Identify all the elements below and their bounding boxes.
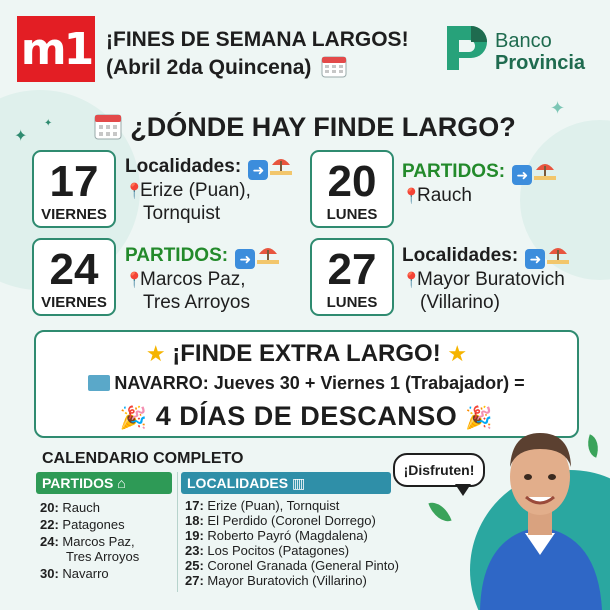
sparkle-icon: ✦: [550, 98, 566, 118]
date-number: 20: [327, 157, 377, 206]
extra-title: ★ ¡FINDE EXTRA LARGO! ★: [145, 340, 468, 367]
header-title: [106, 26, 436, 82]
person-illustration: [470, 415, 610, 610]
info-heading: PARTIDOS:: [125, 245, 229, 266]
date-box-24: [32, 238, 116, 316]
date-info-27: [402, 244, 569, 314]
arrow-right-icon: ➜: [235, 249, 255, 269]
date-number: 17: [49, 157, 99, 206]
list-item: 20: Rauch: [40, 500, 100, 515]
party-popper-icon: 🎉: [119, 405, 148, 430]
list-item: 18: El Perdido (Coronel Dorrego): [185, 513, 376, 528]
info-line: Tres Arroyos: [143, 292, 250, 313]
partidos-list: [40, 500, 139, 581]
date-info-24: [125, 244, 279, 314]
extra-place: NAVARRO:: [114, 373, 209, 393]
house-icon: ⌂: [117, 475, 126, 491]
sparkle-icon: ✦: [44, 118, 53, 129]
info-heading: Localidades:: [125, 156, 242, 177]
extra-detail: [36, 371, 577, 395]
banco-provincia-name: [495, 30, 585, 74]
date-weekday: LUNES: [326, 206, 378, 223]
info-line: Rauch: [417, 185, 472, 206]
beach-umbrella-icon: [257, 244, 279, 264]
bank-name-line1: Banco: [495, 30, 552, 52]
date-box-27: [310, 238, 394, 316]
info-line: (Villarino): [420, 292, 500, 313]
speech-bubble: ¡Disfruten!: [393, 453, 485, 487]
pin-icon: 📍: [125, 272, 144, 289]
list-item: 19: Roberto Payró (Magdalena): [185, 528, 368, 543]
date-number: 27: [327, 245, 377, 294]
list-item: 17: Erize (Puan), Tornquist: [185, 498, 340, 513]
pin-icon: 📍: [125, 183, 144, 200]
localidades-list: [185, 498, 399, 588]
banco-provincia-logo-mark: [441, 22, 489, 72]
beach-umbrella-icon: [547, 244, 569, 264]
calendar-icon: [94, 112, 122, 140]
date-weekday: VIERNES: [41, 294, 107, 311]
arrow-right-icon: ➜: [512, 165, 532, 185]
pin-icon: 📍: [402, 272, 421, 289]
date-number: 24: [49, 245, 99, 294]
date-info-17: [125, 155, 292, 225]
info-heading: Localidades:: [402, 245, 519, 266]
list-item: 30: Navarro: [40, 566, 109, 581]
leaf-icon: [428, 498, 451, 526]
arrow-right-icon: ➜: [248, 160, 268, 180]
list-item: 22: Patagones: [40, 517, 125, 532]
info-line: Tornquist: [143, 203, 221, 224]
map-icon: [88, 375, 110, 391]
info-line: Mayor Buratovich: [417, 269, 565, 290]
date-box-17: [32, 150, 116, 228]
column-divider: [177, 472, 178, 592]
date-info-20: [402, 160, 556, 208]
calendar-icon: [321, 54, 347, 78]
date-weekday: LUNES: [326, 294, 378, 311]
pin-icon: 📍: [402, 188, 421, 205]
city-icon: ▥: [292, 475, 306, 491]
party-popper-icon: 🎉: [465, 405, 494, 430]
header-title-line2: (Abril 2da Quincena): [106, 54, 436, 82]
bank-name-line2: Provincia: [495, 52, 586, 74]
beach-umbrella-icon: [534, 160, 556, 180]
info-heading: PARTIDOS:: [402, 161, 506, 182]
main-question: [0, 112, 610, 143]
info-line: Erize (Puan),: [140, 180, 251, 201]
sparkle-icon: ✦: [14, 128, 28, 145]
list-item: 25: Coronel Granada (General Pinto): [185, 558, 399, 573]
question-text: ¿DÓNDE HAY FINDE LARGO?: [130, 112, 516, 142]
star-icon: ★: [447, 341, 468, 366]
header-title-line1: ¡FINES DE SEMANA LARGOS!: [106, 28, 409, 51]
info-line: Marcos Paz,: [140, 269, 246, 290]
list-item: 24: Marcos Paz,: [40, 534, 135, 549]
list-item: 27: Mayor Buratovich (Villarino): [185, 573, 367, 588]
star-icon: ★: [145, 341, 166, 366]
arrow-right-icon: ➜: [525, 249, 545, 269]
extra-big-text: 🎉 4 DÍAS DE DESCANSO 🎉: [119, 401, 494, 431]
partidos-header: PARTIDOS ⌂: [36, 472, 172, 494]
localidades-header: LOCALIDADES ▥: [181, 472, 391, 494]
date-box-20: [310, 150, 394, 228]
extra-detail-text: Jueves 30 + Viernes 1 (Trabajador) =: [213, 373, 525, 393]
list-item: 23: Los Pocitos (Patagones): [185, 543, 350, 558]
speech-bubble-tail: [455, 484, 471, 496]
calendar-title: CALENDARIO COMPLETO: [42, 450, 244, 467]
m1-logo: m1: [17, 16, 95, 82]
beach-umbrella-icon: [270, 155, 292, 175]
list-item: Tres Arroyos: [66, 549, 140, 564]
date-weekday: VIERNES: [41, 206, 107, 223]
